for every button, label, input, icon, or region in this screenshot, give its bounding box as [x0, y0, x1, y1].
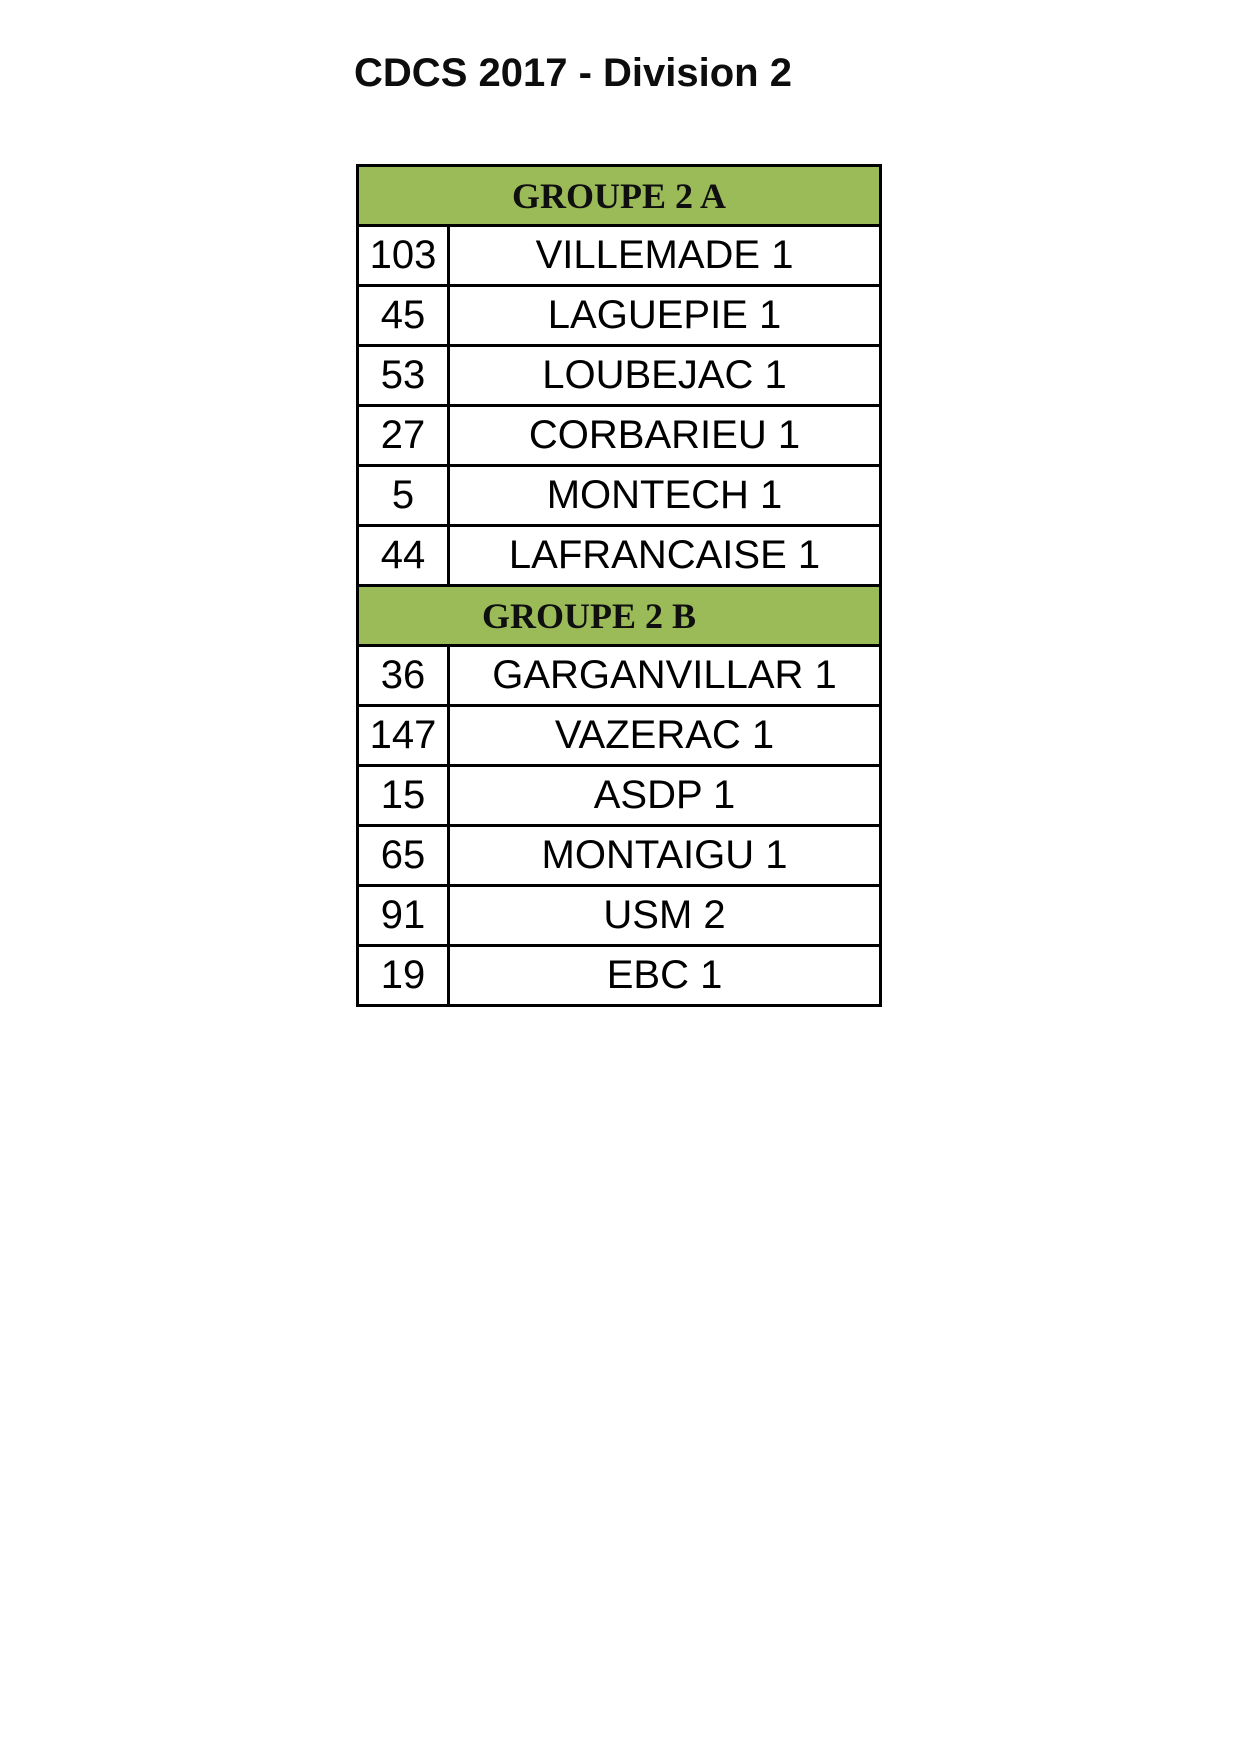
- team-number-cell: 147: [358, 706, 449, 766]
- team-row: [358, 946, 881, 1006]
- team-row: [358, 886, 881, 946]
- group-a-header: GROUPE 2 A: [358, 166, 881, 226]
- group-header-row: [358, 166, 881, 226]
- team-row: [358, 226, 881, 286]
- team-number-cell: 15: [358, 766, 449, 826]
- team-number-cell: 5: [358, 466, 449, 526]
- division-groups-table: [356, 164, 882, 1007]
- team-row: [358, 766, 881, 826]
- team-name-cell: CORBARIEU 1: [449, 406, 881, 466]
- team-row: [358, 526, 881, 586]
- team-row: [358, 346, 881, 406]
- team-name-cell: GARGANVILLAR 1: [449, 646, 881, 706]
- team-name-cell: LAFRANCAISE 1: [449, 526, 881, 586]
- team-row: [358, 466, 881, 526]
- team-number-cell: 44: [358, 526, 449, 586]
- team-row: [358, 646, 881, 706]
- team-name-cell: EBC 1: [449, 946, 881, 1006]
- team-row: [358, 826, 881, 886]
- team-number-cell: 103: [358, 226, 449, 286]
- team-number-cell: 91: [358, 886, 449, 946]
- team-number-cell: 27: [358, 406, 449, 466]
- team-name-cell: LAGUEPIE 1: [449, 286, 881, 346]
- team-name-cell: VAZERAC 1: [449, 706, 881, 766]
- group-header-row: [358, 586, 881, 646]
- team-number-cell: 36: [358, 646, 449, 706]
- team-number-cell: 45: [358, 286, 449, 346]
- team-name-cell: MONTAIGU 1: [449, 826, 881, 886]
- team-name-cell: LOUBEJAC 1: [449, 346, 881, 406]
- team-row: [358, 706, 881, 766]
- team-row: [358, 406, 881, 466]
- team-name-cell: VILLEMADE 1: [449, 226, 881, 286]
- team-number-cell: 19: [358, 946, 449, 1006]
- team-row: [358, 286, 881, 346]
- team-number-cell: 65: [358, 826, 449, 886]
- group-b-header: GROUPE 2 B: [358, 586, 881, 646]
- team-number-cell: 53: [358, 346, 449, 406]
- team-name-cell: ASDP 1: [449, 766, 881, 826]
- page-title: CDCS 2017 - Division 2: [354, 51, 792, 95]
- team-name-cell: MONTECH 1: [449, 466, 881, 526]
- team-name-cell: USM 2: [449, 886, 881, 946]
